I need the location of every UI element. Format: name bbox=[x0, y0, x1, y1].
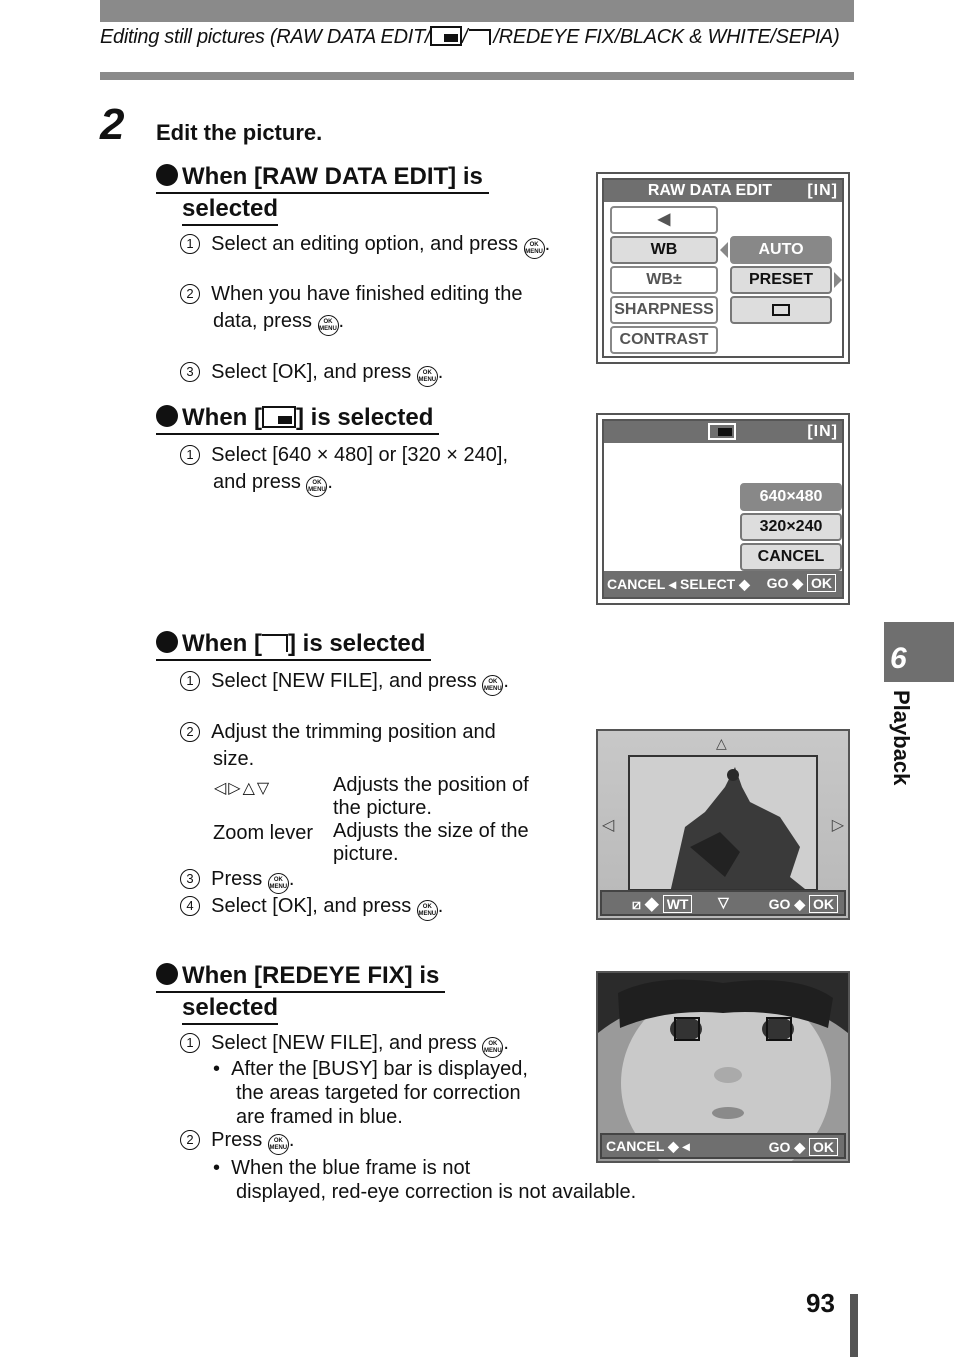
screen-title-bar bbox=[604, 421, 842, 443]
redeye-note-1: • After the [BUSY] bar is displayed, the areas targeted for correction are framed in blue. bbox=[213, 1058, 528, 1128]
memory-indicator: [IN] bbox=[807, 182, 838, 199]
trim-frame bbox=[628, 755, 818, 891]
page-number: 93 bbox=[806, 1288, 835, 1318]
resize-step-1: 1 Select [640 × 480] or [320 × 240], and press OK MENU. bbox=[180, 442, 580, 497]
trim-table-row-1: Adjusts the position of the picture. bbox=[333, 774, 529, 819]
bullet-icon bbox=[156, 963, 178, 985]
bullet-icon bbox=[156, 631, 178, 653]
statue-photo bbox=[630, 757, 818, 891]
raw-edit-screen bbox=[596, 172, 850, 364]
chapter-label: Playback bbox=[889, 690, 914, 786]
screen-footer: CANCEL ◂ SELECT ◆ GO ◆ OK bbox=[604, 571, 842, 597]
right-arrow-icon: ▷ bbox=[831, 817, 844, 834]
resize-icon bbox=[430, 26, 462, 46]
raw-step-3: 3 Select [OK], and press OK MENU. bbox=[180, 359, 580, 387]
page-bar bbox=[850, 1294, 858, 1357]
option-640x480[interactable]: 640×480 bbox=[740, 483, 842, 511]
option-cancel[interactable]: CANCEL bbox=[740, 543, 842, 571]
down-arrow-icon: ▽ bbox=[718, 894, 729, 910]
right-arrow-icon bbox=[834, 272, 842, 288]
bullet-icon bbox=[156, 164, 178, 186]
redeye-step-1: 1 Select [NEW FILE], and press OK MENU. bbox=[180, 1030, 600, 1058]
menu-item-contrast[interactable]: CONTRAST bbox=[610, 326, 718, 354]
chapter-tab: 6 bbox=[884, 622, 954, 682]
ok-button-icon: OK MENU bbox=[524, 238, 545, 259]
redeye-step-2: 2 Press OK MENU. bbox=[180, 1127, 294, 1155]
running-header: Editing still pictures (RAW DATA EDIT/ / /REDEYE FIX/BLACK & WHITE/SEPIA) bbox=[100, 26, 840, 48]
trim-step-3: 3 Press OK MENU. bbox=[180, 866, 294, 894]
raw-heading: When [RAW DATA EDIT] is selected bbox=[156, 162, 489, 226]
ok-button-icon: OK MENU bbox=[417, 366, 438, 387]
redeye-frame-right bbox=[766, 1017, 792, 1041]
header-bar bbox=[100, 0, 854, 22]
ok-button-icon: OK MENU bbox=[268, 873, 289, 894]
zoom-lever-icon: ⧄ ◆ WT bbox=[632, 895, 692, 913]
screen-footer: CANCEL ◆ ◂ GO ◆ OK bbox=[600, 1133, 846, 1159]
step-number: 2 bbox=[100, 100, 125, 149]
redeye-screen bbox=[596, 971, 850, 1163]
trim-step-2: 2 Adjust the trimming position and size. bbox=[180, 719, 580, 773]
trim-icon bbox=[469, 29, 491, 45]
arrow-pad-icon: ◁▷△▽ bbox=[214, 780, 272, 797]
option-auto[interactable]: AUTO bbox=[730, 236, 832, 264]
trim-heading: When [ ] is selected bbox=[156, 629, 431, 661]
left-arrow-icon: ◁ bbox=[602, 817, 615, 834]
trim-icon bbox=[262, 634, 288, 652]
ok-button-icon: OK MENU bbox=[318, 315, 339, 336]
ok-button-icon: OK MENU bbox=[482, 675, 503, 696]
menu-item-sharpness[interactable]: SHARPNESS bbox=[610, 296, 718, 324]
resize-icon bbox=[708, 423, 736, 440]
ok-button-icon: OK MENU bbox=[482, 1037, 503, 1058]
back-arrow-icon: ◀ bbox=[657, 211, 671, 228]
trim-screen bbox=[596, 729, 850, 920]
trim-table-row-2: Adjusts the size of the picture. bbox=[333, 820, 529, 865]
menu-item-wb[interactable]: WB bbox=[610, 236, 718, 264]
trim-table-term-2: Zoom lever bbox=[213, 822, 314, 844]
ok-button-icon: OK MENU bbox=[268, 1134, 289, 1155]
resize-heading: When [ ] is selected bbox=[156, 403, 439, 435]
redeye-frame-left bbox=[674, 1017, 700, 1041]
option-custom-wb[interactable] bbox=[730, 296, 832, 324]
resize-icon bbox=[262, 406, 296, 428]
raw-step-1: 1 Select an editing option, and press OK MENU. bbox=[180, 231, 580, 259]
trim-step-4: 4 Select [OK], and press OK MENU. bbox=[180, 893, 443, 921]
header-rule bbox=[100, 72, 854, 80]
option-320x240[interactable]: 320×240 bbox=[740, 513, 842, 541]
left-arrow-icon bbox=[720, 242, 728, 258]
screen-footer: ⧄ ◆ WT ▽ GO ◆ OK bbox=[600, 890, 846, 916]
menu-item-wb-adjust[interactable]: WB± bbox=[610, 266, 718, 294]
ok-button-icon: OK MENU bbox=[306, 476, 327, 497]
custom-wb-icon bbox=[772, 304, 790, 316]
ok-button-icon: OK MENU bbox=[417, 900, 438, 921]
option-preset[interactable]: PRESET bbox=[730, 266, 832, 294]
raw-step-2: 2 When you have finished editing the data, press OK MENU. bbox=[180, 281, 580, 336]
memory-indicator: [IN] bbox=[807, 423, 838, 440]
trim-step-1: 1 Select [NEW FILE], and press OK MENU. bbox=[180, 668, 580, 696]
redeye-heading: When [REDEYE FIX] is selected bbox=[156, 961, 445, 1025]
back-arrow-button[interactable] bbox=[610, 206, 718, 234]
bullet-icon bbox=[156, 405, 178, 427]
screen-title-bar: RAW DATA EDIT [IN] bbox=[604, 180, 842, 202]
step-title: Edit the picture. bbox=[156, 120, 323, 145]
resize-screen bbox=[596, 413, 850, 605]
up-arrow-icon: △ bbox=[716, 735, 727, 751]
redeye-note-2: • When the blue frame is not displayed, red-eye correction is not available. bbox=[213, 1157, 637, 1203]
